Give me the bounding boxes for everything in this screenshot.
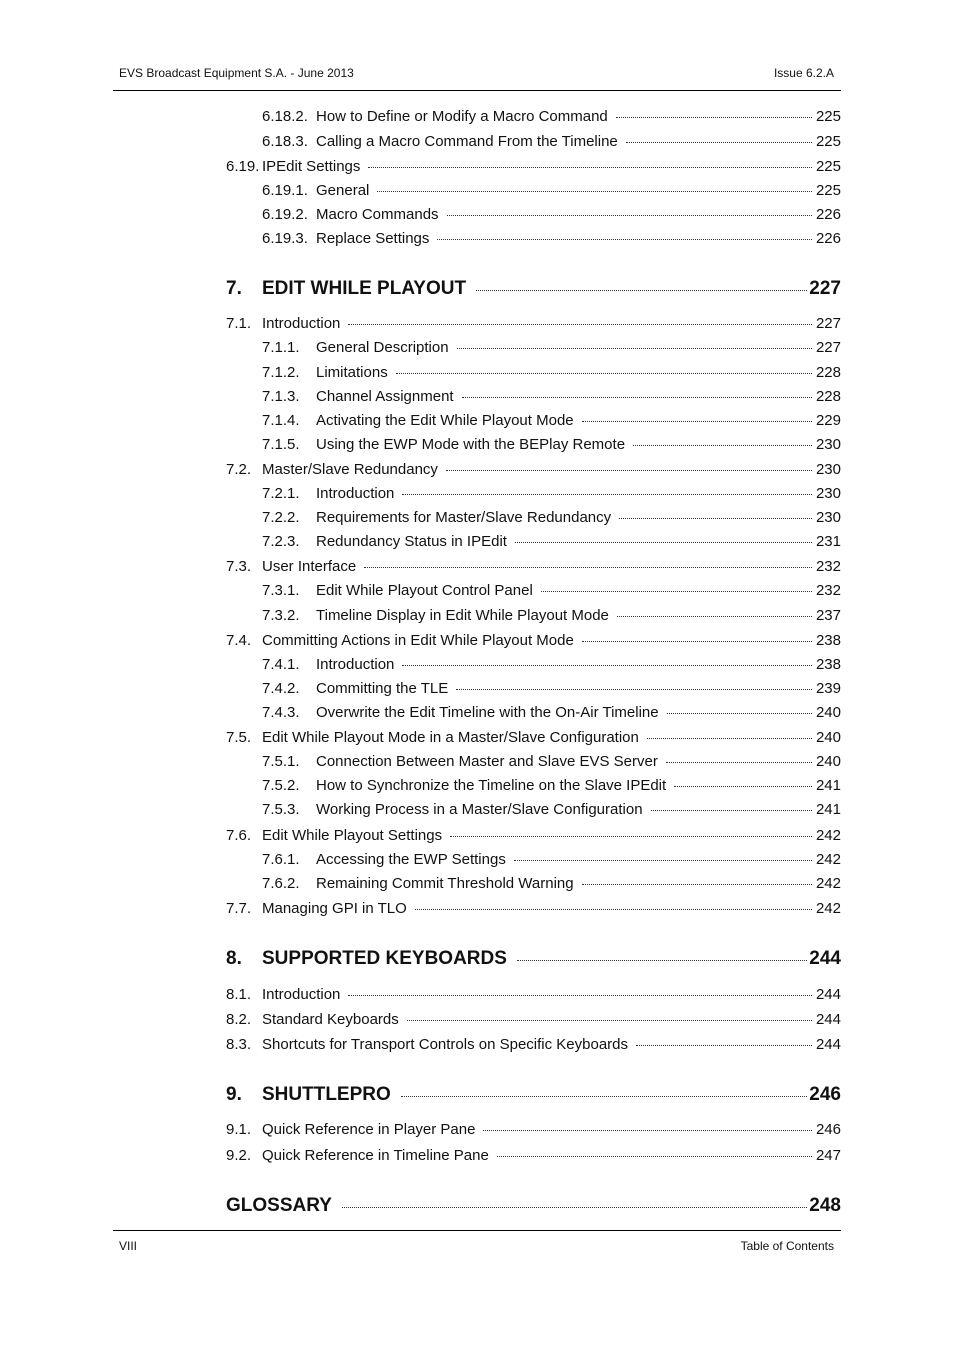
toc-entry[interactable] xyxy=(226,986,841,1006)
toc-entry-number: 7.7. xyxy=(226,900,252,917)
toc-dot-leader xyxy=(582,641,812,642)
toc-entry[interactable] xyxy=(262,875,841,895)
toc-entry-title: Macro Commands xyxy=(316,206,439,223)
toc-dot-leader xyxy=(407,1020,812,1021)
toc-entry-number: 7.3.1. xyxy=(262,582,300,599)
toc-entry-number: 6.18.3. xyxy=(262,133,308,150)
toc-entry[interactable] xyxy=(226,1121,841,1141)
toc-dot-leader xyxy=(462,397,812,398)
header-issue: Issue 6.2.A xyxy=(773,66,834,80)
toc-entry-number: 7.6. xyxy=(226,827,252,844)
toc-dot-leader xyxy=(617,616,812,617)
toc-entry-page: 242 xyxy=(815,851,841,868)
toc-dot-leader xyxy=(401,1096,808,1097)
toc-entry-page: 232 xyxy=(815,582,841,599)
toc-entry[interactable] xyxy=(262,582,841,602)
toc-entry-title: How to Define or Modify a Macro Command xyxy=(316,108,608,125)
toc-entry-number: 7.1.2. xyxy=(262,364,300,381)
toc-entry-page: 225 xyxy=(815,158,841,175)
toc-dot-leader xyxy=(497,1156,812,1157)
toc-entry-title: Edit While Playout Settings xyxy=(262,827,443,844)
toc-entry[interactable] xyxy=(226,729,841,749)
toc-entry-number: 7.3.2. xyxy=(262,607,300,624)
toc-entry-page: 230 xyxy=(815,485,841,502)
toc-entry[interactable] xyxy=(226,158,841,178)
toc-dot-leader xyxy=(447,215,812,216)
toc-entry-title: Calling a Macro Command From the Timeline xyxy=(316,133,618,150)
toc-entry-number: 6.19.1. xyxy=(262,182,308,199)
toc-entry-title: Committing Actions in Edit While Playout Mode xyxy=(262,632,574,649)
toc-dot-leader xyxy=(476,290,807,291)
toc-dot-leader xyxy=(437,239,812,240)
toc-entry-title: Redundancy Status in IPEdit xyxy=(316,533,507,550)
toc-entry-number: 9. xyxy=(226,1084,242,1105)
toc-entry-number: 9.1. xyxy=(226,1121,252,1138)
toc-entry[interactable] xyxy=(262,509,841,529)
toc-dot-leader xyxy=(666,762,812,763)
toc-entry-title: GLOSSARY xyxy=(226,1195,332,1216)
toc-entry-number: 7.3. xyxy=(226,558,252,575)
toc-entry[interactable] xyxy=(226,948,841,974)
toc-entry-number: 7.6.2. xyxy=(262,875,300,892)
toc-dot-leader xyxy=(377,191,812,192)
toc-dot-leader xyxy=(636,1045,812,1046)
toc-dot-leader xyxy=(402,665,812,666)
toc-entry-page: 237 xyxy=(815,607,841,624)
toc-entry[interactable] xyxy=(226,278,841,304)
toc-dot-leader xyxy=(582,421,812,422)
toc-entry[interactable] xyxy=(262,777,841,797)
toc-entry-number: 7.4.1. xyxy=(262,656,300,673)
toc-dot-leader xyxy=(415,909,812,910)
toc-entry-number: 7.1.3. xyxy=(262,388,300,405)
toc-dot-leader xyxy=(619,518,812,519)
toc-entry[interactable] xyxy=(262,704,841,724)
toc-entry-page: 242 xyxy=(815,900,841,917)
toc-entry-title: Timeline Display in Edit While Playout Mode xyxy=(316,607,609,624)
toc-dot-leader xyxy=(364,567,812,568)
toc-entry-title: Working Process in a Master/Slave Configuration xyxy=(316,801,643,818)
toc-entry-title: Quick Reference in Player Pane xyxy=(262,1121,476,1138)
toc-dot-leader xyxy=(616,117,812,118)
toc-entry-page: 238 xyxy=(815,632,841,649)
toc-entry-title: Overwrite the Edit Timeline with the On-Air Timeline xyxy=(316,704,659,721)
toc-dot-leader xyxy=(483,1130,812,1131)
toc-entry-number: 8.2. xyxy=(226,1011,252,1028)
toc-dot-leader xyxy=(674,786,812,787)
toc-entry-number: 6.19.2. xyxy=(262,206,308,223)
toc-entry[interactable] xyxy=(262,801,841,821)
toc-dot-leader xyxy=(457,348,812,349)
toc-entry-page: 230 xyxy=(815,461,841,478)
toc-entry-number: 7. xyxy=(226,278,242,299)
header-publisher: EVS Broadcast Equipment S.A. - June 2013 xyxy=(119,66,354,80)
toc-entry-number: 7.6.1. xyxy=(262,851,300,868)
toc-entry-page: 227 xyxy=(809,278,841,299)
toc-entry-page: 244 xyxy=(809,948,841,969)
toc-entry-number: 7.2.2. xyxy=(262,509,300,526)
toc-entry[interactable] xyxy=(226,1084,841,1110)
toc-entry-page: 227 xyxy=(815,339,841,356)
toc-dot-leader xyxy=(626,142,812,143)
toc-dot-leader xyxy=(450,836,812,837)
toc-entry-page: 225 xyxy=(815,133,841,150)
toc-entry-title: Managing GPI in TLO xyxy=(262,900,407,917)
toc-entry-number: 7.1.4. xyxy=(262,412,300,429)
toc-dot-leader xyxy=(515,542,812,543)
toc-entry-page: 244 xyxy=(815,986,841,1003)
toc-entry-title: EDIT WHILE PLAYOUT xyxy=(262,278,467,299)
toc-dot-leader xyxy=(348,324,812,325)
footer-section: Table of Contents xyxy=(740,1239,834,1253)
toc-entry-title: Shortcuts for Transport Controls on Specific Keyboards xyxy=(262,1036,629,1053)
toc-dot-leader xyxy=(633,445,812,446)
toc-entry[interactable] xyxy=(262,339,841,359)
toc-entry-title: Accessing the EWP Settings xyxy=(316,851,506,868)
toc-dot-leader xyxy=(368,167,812,168)
toc-dot-leader xyxy=(396,373,812,374)
toc-entry-page: 228 xyxy=(815,364,841,381)
toc-entry-page: 231 xyxy=(815,533,841,550)
toc-dot-leader xyxy=(647,738,812,739)
toc-entry[interactable] xyxy=(262,436,841,456)
toc-entry-page: 246 xyxy=(815,1121,841,1138)
toc-entry-page: 227 xyxy=(815,315,841,332)
toc-entry-title: General xyxy=(316,182,370,199)
toc-entry-number: 7.2.1. xyxy=(262,485,300,502)
toc-entry[interactable] xyxy=(226,461,841,481)
toc-entry-title: SHUTTLEPRO xyxy=(262,1084,391,1105)
toc-dot-leader xyxy=(514,860,812,861)
toc-entry-page: 229 xyxy=(815,412,841,429)
toc-entry[interactable] xyxy=(226,1011,841,1031)
toc-entry-number: 8.1. xyxy=(226,986,252,1003)
toc-entry[interactable] xyxy=(262,533,841,553)
toc-entry-title: Introduction xyxy=(262,315,341,332)
toc-entry-page: 232 xyxy=(815,558,841,575)
toc-entry-page: 240 xyxy=(815,704,841,721)
toc-entry-page: 246 xyxy=(809,1084,841,1105)
toc-entry-number: 7.4. xyxy=(226,632,252,649)
toc-entry-number: 6.19.3. xyxy=(262,230,308,247)
toc-entry-page: 230 xyxy=(815,436,841,453)
toc-entry[interactable] xyxy=(262,680,841,700)
toc-entry-title: Remaining Commit Threshold Warning xyxy=(316,875,574,892)
toc-entry-page: 244 xyxy=(815,1011,841,1028)
toc-entry-title: Committing the TLE xyxy=(316,680,449,697)
toc-entry-page: 226 xyxy=(815,230,841,247)
toc-entry[interactable] xyxy=(262,412,841,432)
toc-entry-page: 225 xyxy=(815,182,841,199)
toc-entry[interactable] xyxy=(226,1195,841,1221)
toc-entry-title: Connection Between Master and Slave EVS Server xyxy=(316,753,658,770)
toc-entry-page: 230 xyxy=(815,509,841,526)
toc-entry-page: 241 xyxy=(815,801,841,818)
toc-entry-title: Edit While Playout Control Panel xyxy=(316,582,533,599)
toc-entry-title: Introduction xyxy=(316,485,395,502)
toc-dot-leader xyxy=(402,494,812,495)
toc-dot-leader xyxy=(541,591,812,592)
toc-entry[interactable] xyxy=(262,133,841,153)
toc-entry[interactable] xyxy=(262,182,841,202)
toc-entry[interactable] xyxy=(262,108,841,128)
toc-entry-title: Quick Reference in Timeline Pane xyxy=(262,1147,489,1164)
toc-entry-number: 7.5.1. xyxy=(262,753,300,770)
toc-entry-title: Using the EWP Mode with the BEPlay Remote xyxy=(316,436,626,453)
toc-entry-number: 7.5. xyxy=(226,729,252,746)
toc-entry-page: 247 xyxy=(815,1147,841,1164)
toc-entry-number: 8.3. xyxy=(226,1036,252,1053)
toc-entry-page: 244 xyxy=(815,1036,841,1053)
toc-entry[interactable] xyxy=(226,900,841,920)
footer-page-number: VIII xyxy=(119,1239,138,1253)
toc-entry-number: 7.1.5. xyxy=(262,436,300,453)
toc-entry-page: 242 xyxy=(815,875,841,892)
toc-entry-number: 7.1. xyxy=(226,315,252,332)
toc-dot-leader xyxy=(651,810,812,811)
page-footer xyxy=(113,1230,841,1253)
toc-entry-title: How to Synchronize the Timeline on the Slave IPEdit xyxy=(316,777,667,794)
toc-entry-title: Replace Settings xyxy=(316,230,430,247)
toc-entry[interactable] xyxy=(226,1036,841,1056)
toc-entry-title: SUPPORTED KEYBOARDS xyxy=(262,948,507,969)
toc-entry-number: 6.18.2. xyxy=(262,108,308,125)
toc-dot-leader xyxy=(446,470,812,471)
toc-entry-page: 228 xyxy=(815,388,841,405)
toc-entry-number: 7.5.3. xyxy=(262,801,300,818)
toc-entry-title: Edit While Playout Mode in a Master/Slave Configuration xyxy=(262,729,639,746)
toc-dot-leader xyxy=(667,713,812,714)
toc-entry[interactable] xyxy=(226,315,841,335)
toc-entry-page: 242 xyxy=(815,827,841,844)
toc-entry[interactable] xyxy=(226,632,841,652)
toc-dot-leader xyxy=(456,689,812,690)
toc-entry-title: Standard Keyboards xyxy=(262,1011,399,1028)
toc-entry-page: 226 xyxy=(815,206,841,223)
toc-entry-number: 7.2. xyxy=(226,461,252,478)
toc-entry-title: User Interface xyxy=(262,558,357,575)
toc-entry-title: Master/Slave Redundancy xyxy=(262,461,438,478)
toc-entry-page: 239 xyxy=(815,680,841,697)
toc-entry-number: 9.2. xyxy=(226,1147,252,1164)
toc-entry-title: Requirements for Master/Slave Redundancy xyxy=(316,509,612,526)
toc-entry[interactable] xyxy=(262,753,841,773)
toc-entry-number: 7.4.3. xyxy=(262,704,300,721)
toc-entry-page: 225 xyxy=(815,108,841,125)
toc-entry-number: 7.2.3. xyxy=(262,533,300,550)
toc-entry[interactable] xyxy=(262,656,841,676)
toc-entry[interactable] xyxy=(262,364,841,384)
toc-dot-leader xyxy=(582,884,812,885)
toc-entry-title: Channel Assignment xyxy=(316,388,454,405)
toc-entry[interactable] xyxy=(226,558,841,578)
toc-entry-page: 240 xyxy=(815,753,841,770)
toc-entry[interactable] xyxy=(262,388,841,408)
toc-entry-number: 7.5.2. xyxy=(262,777,300,794)
toc-entry-page: 238 xyxy=(815,656,841,673)
toc-entry-number: 7.4.2. xyxy=(262,680,300,697)
toc-entry-page: 248 xyxy=(809,1195,841,1216)
toc-entry[interactable] xyxy=(226,827,841,847)
toc-entry-title: Limitations xyxy=(316,364,388,381)
toc-dot-leader xyxy=(342,1207,807,1208)
toc-dot-leader xyxy=(348,995,812,996)
toc-entry-number: 6.19. xyxy=(226,158,260,175)
toc-entry-title: Introduction xyxy=(262,986,341,1003)
toc-entry[interactable] xyxy=(262,851,841,871)
toc-entry[interactable] xyxy=(262,485,841,505)
toc-entry[interactable] xyxy=(262,206,841,226)
toc-entry[interactable] xyxy=(226,1147,841,1167)
toc-entry[interactable] xyxy=(262,607,841,627)
toc-entry-number: 7.1.1. xyxy=(262,339,300,356)
toc-entry-page: 240 xyxy=(815,729,841,746)
toc-entry-title: Activating the Edit While Playout Mode xyxy=(316,412,574,429)
toc-dot-leader xyxy=(517,960,807,961)
toc-entry-title: IPEdit Settings xyxy=(262,158,361,175)
toc-entry-title: General Description xyxy=(316,339,449,356)
toc-entry-page: 241 xyxy=(815,777,841,794)
toc-entry-title: Introduction xyxy=(316,656,395,673)
toc-entry-number: 8. xyxy=(226,948,242,969)
toc-entry[interactable] xyxy=(262,230,841,250)
